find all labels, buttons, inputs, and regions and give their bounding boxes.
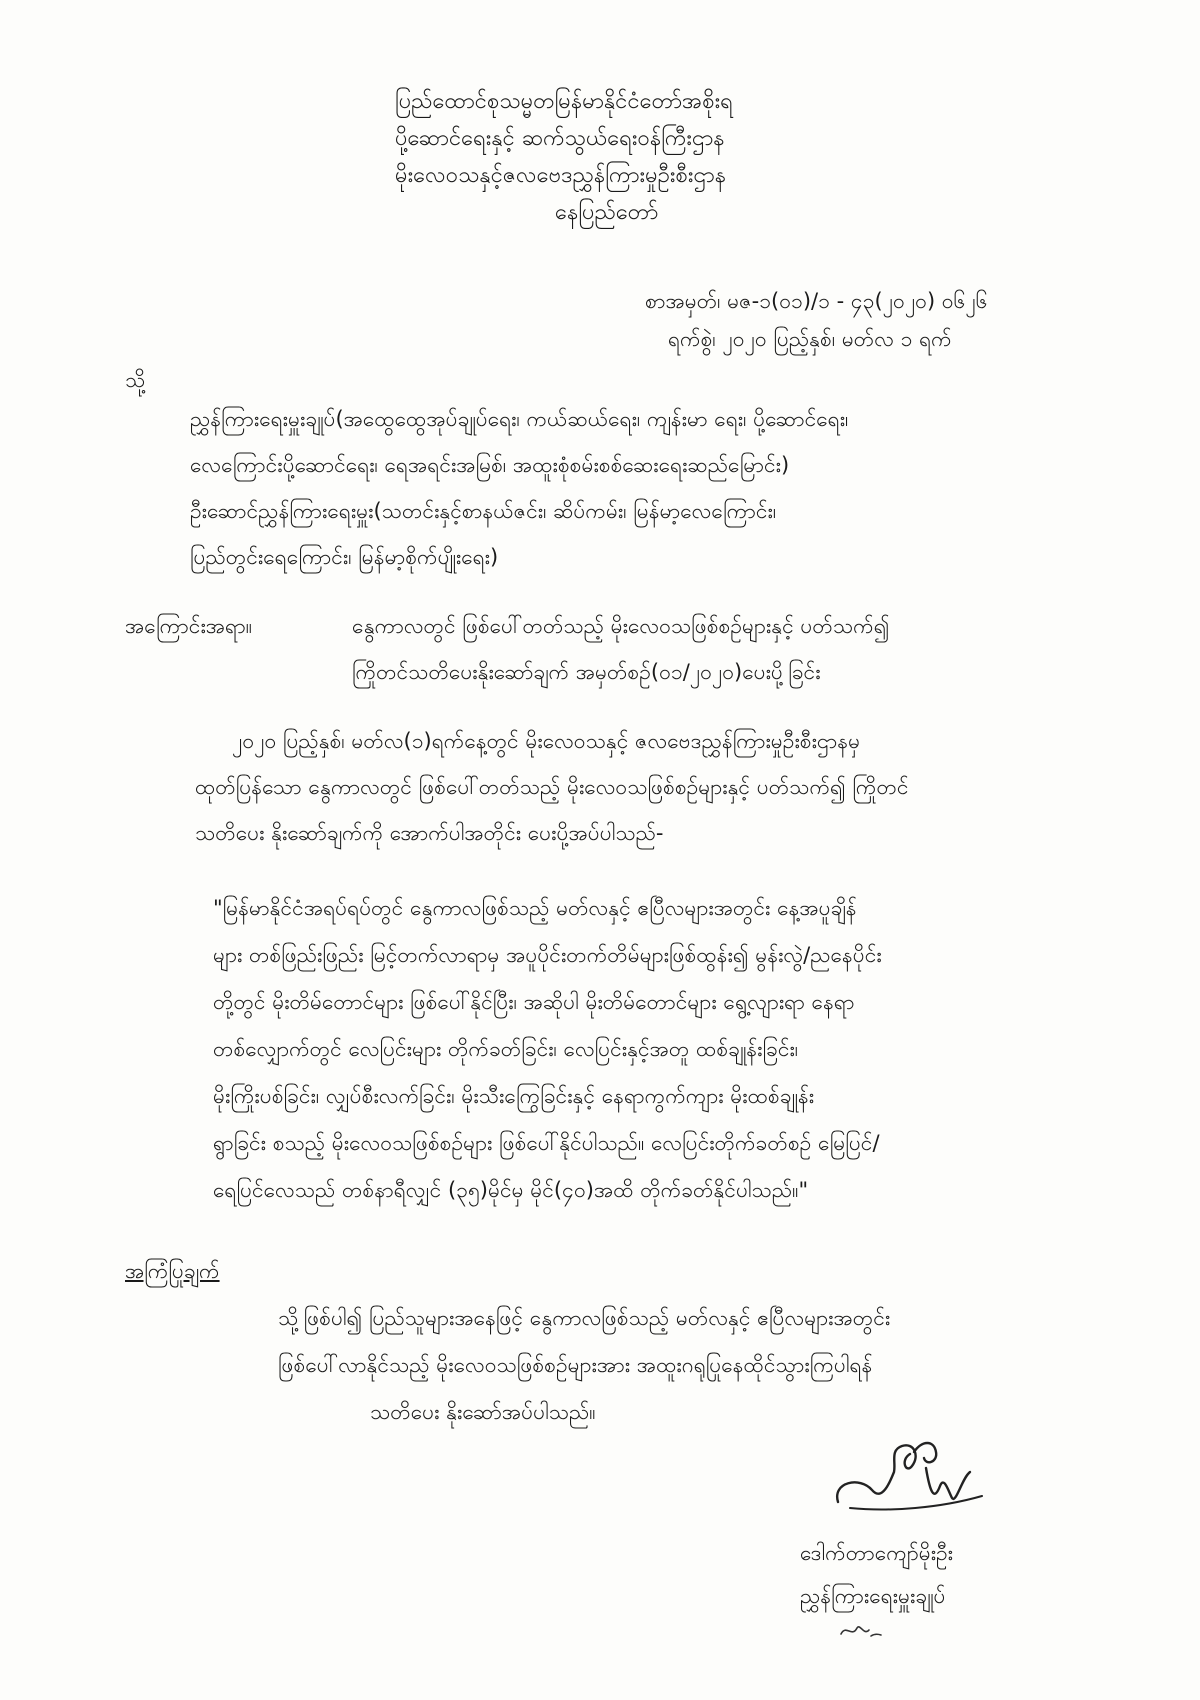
intro-line: ၂၀၂၀ ပြည့်နှစ်၊ မတ်လ(၁)ရက်နေ့တွင် မိုးလေဝသနှင့် ဇလဗေဒညွှန်ကြားမှုဦးစီးဌာနမှ xyxy=(232,729,861,753)
to-label: သို့ xyxy=(125,368,146,392)
quote-line: ရေပြင်လေသည် တစ်နာရီလျှင် (၃၅)မိုင်မှ မိုင်(၄၀)အထိ တိုက်ခတ်နိုင်ပါသည်။" xyxy=(213,1178,809,1202)
signer-title: ညွှန်ကြားရေးမှူးချုပ် xyxy=(800,1584,946,1608)
signature-mark xyxy=(830,1432,990,1522)
ministry-title: ပို့ဆောင်ရေးနှင့် ဆက်သွယ်ရေးဝန်ကြီးဌာန xyxy=(395,126,725,151)
quote-line: များ တစ်ဖြည်းဖြည်း မြင့်တက်လာရာမှ အပူပိုင်းတက်တိမ်များဖြစ်ထွန်း၍ မွန်းလွဲ/ညနေပိုင်း xyxy=(213,943,882,967)
department-title: မိုးလေဝသနှင့်ဇလဗေဒညွှန်ကြားမှုဦးစီးဌာန xyxy=(395,163,727,188)
quote-line: တို့တွင် မိုးတိမ်တောင်များ ဖြစ်ပေါ်နိုင်ပြီး၊ အဆိုပါ မိုးတိမ်တောင်များ ရွေ့လျားရာ နေရာ xyxy=(213,990,855,1014)
recipient-line: ပြည်တွင်းရေကြောင်း၊ မြန်မာ့စိုက်ပျိုးရေး) xyxy=(190,545,499,569)
intro-line: ထုတ်ပြန်သော နွေကာလတွင် ဖြစ်ပေါ်တတ်သည့် မိုးလေဝသဖြစ်စဉ်များနှင့် ပတ်သက်၍ ကြိုတင် xyxy=(195,775,909,799)
reference-date: ရက်စွဲ၊ ၂၀၂၀ ပြည့်နှစ်၊ မတ်လ ၁ ရက် xyxy=(668,327,952,351)
subject-line: ကြိုတင်သတိပေးနိုးဆော်ချက် အမှတ်စဉ်(၀၁/၂၀၂၀)ပေးပို့ခြင်း xyxy=(352,660,821,684)
recipient-line: ဦးဆောင်ညွှန်ကြားရေးမှူး(သတင်းနှင့်စာနယ်ဇင်း၊ ဆိပ်ကမ်း၊ မြန်မာ့လေကြောင်း၊ xyxy=(190,499,777,523)
subject-line: နွေကာလတွင် ဖြစ်ပေါ်တတ်သည့် မိုးလေဝသဖြစ်စဉ်များနှင့် ပတ်သက်၍ xyxy=(352,614,890,638)
recommendation-heading: အကြံပြုချက် xyxy=(125,1259,220,1283)
recommendation-line: ဖြစ်ပေါ်လာနိုင်သည့် မိုးလေဝသဖြစ်စဉ်များအား အထူးဂရုပြုနေထိုင်သွားကြပါရန် xyxy=(278,1353,873,1377)
government-title: ပြည်ထောင်စုသမ္မတမြန်မာနိုင်ငံတော်အစိုးရ xyxy=(395,89,733,114)
intro-line: သတိပေး နိုးဆော်ချက်ကို အောက်ပါအတိုင်း ပေးပို့အပ်ပါသည်- xyxy=(195,821,664,845)
initial-mark xyxy=(838,1620,883,1642)
recipient-line: ညွှန်ကြားရေးမှူးချုပ်(အထွေထွေအုပ်ချုပ်ရေး၊ ကယ်ဆယ်ရေး၊ ကျန်းမာ ရေး၊ ပို့ဆောင်ရေး၊ xyxy=(190,407,849,431)
signer-name: ဒေါက်တာကျော်မိုးဦး xyxy=(800,1541,954,1565)
recipient-line: လေကြောင်းပို့ဆောင်ရေး၊ ရေအရင်းအမြစ်၊ အထူးစုံစမ်းစစ်ဆေးရေးဆည်မြောင်း) xyxy=(190,453,790,477)
quote-line: ရွာခြင်း စသည့် မိုးလေဝသဖြစ်စဉ်များ ဖြစ်ပေါ်နိုင်ပါသည်။ လေပြင်းတိုက်ခတ်စဉ် မြေပြင်/ xyxy=(213,1131,880,1155)
subject-label: အကြောင်းအရာ။ xyxy=(125,614,253,638)
location-title: နေပြည်တော် xyxy=(555,200,659,225)
reference-number: စာအမှတ်၊ မဇ-၁(၀၁)/၁ - ၄၃(၂၀၂၀) ဝ၆၂၆ xyxy=(645,289,988,313)
quote-line: တစ်လျှောက်တွင် လေပြင်းများ တိုက်ခတ်ခြင်း၊ လေပြင်းနှင့်အတူ ထစ်ချုန်းခြင်း၊ xyxy=(213,1037,799,1061)
recommendation-line: သို့ဖြစ်ပါ၍ ပြည်သူများအနေဖြင့် နွေကာလဖြစ်သည့် မတ်လနှင့် ဧပြီလများအတွင်း xyxy=(278,1306,891,1330)
recommendation-line: သတိပေး နိုးဆော်အပ်ပါသည်။ xyxy=(370,1400,596,1424)
quote-line: မိုးကြိုးပစ်ခြင်း၊ လျှပ်စီးလက်ခြင်း၊ မိုးသီးကြွေခြင်းနှင့် နေရာကွက်ကျား မိုးထစ်ချုန်း xyxy=(213,1084,815,1108)
quote-line: "မြန်မာနိုင်ငံအရပ်ရပ်တွင် နွေကာလဖြစ်သည့် မတ်လနှင့် ဧပြီလများအတွင်း နေ့အပူချိန် xyxy=(213,896,857,920)
